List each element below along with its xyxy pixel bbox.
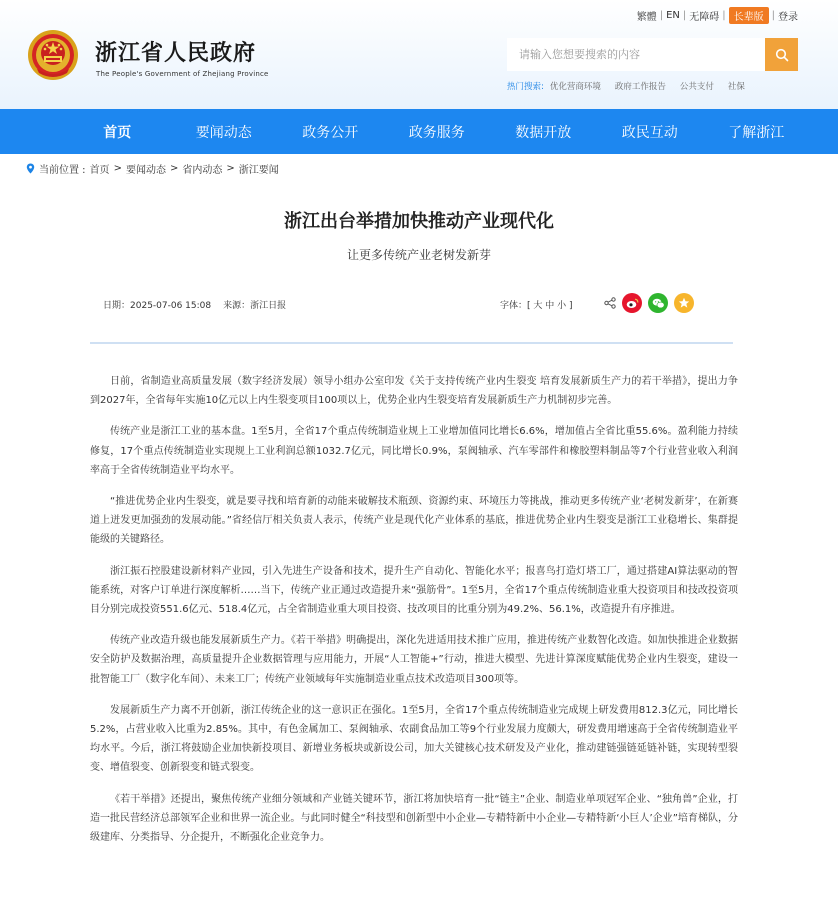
article-paragraph: 传统产业是浙江工业的基本盘。1至5月，全省17个重点传统制造业规上工业增加值同比增长6.6%，增加值占全省比重55.6%。盈利能力持续修复，17个重点传统制造业实现规上工业利润总额1032.7亿元，同比增长0.9%，泵阀轴承、汽车零部件和橡胶塑料制品等7个行业营业收入利润率高于全省传统制造业平均水平。 — [90, 426, 738, 476]
weibo-share-button[interactable] — [622, 293, 642, 313]
breadcrumb-item-news[interactable]: 要闻动态 — [125, 165, 166, 176]
article-paragraph: “推进优势企业内生裂变，就是要寻找和培育新的动能来破解技术瓶颈、资源约束、环境压力等挑战，推动更多传统产业‘老树发新芽’，在新赛道上迸发更加强劲的发展动能。”省经信厅相关负责人表示，传统产业是现代化产业体系的基底，推进优势企业内生裂变是浙江工业稳增长、集群提能级的关键路径。 — [90, 496, 738, 546]
source-label: 来源： — [223, 301, 251, 311]
star-icon — [678, 297, 690, 309]
font-size-switcher[interactable]: 字体：[ 大 中 小 ] — [500, 301, 573, 311]
article-source — [223, 298, 286, 311]
hot-search-item[interactable]: 社保 — [727, 82, 745, 92]
hot-search-label: 热门搜索: — [507, 82, 544, 92]
share-bar — [604, 293, 694, 313]
search-button[interactable] — [765, 38, 798, 71]
wechat-share-button[interactable] — [648, 293, 668, 313]
date-value: 2025-07-06 15:08 — [130, 301, 212, 311]
collect-button[interactable] — [674, 293, 694, 313]
article-paragraph: 发展新质生产力离不开创新，浙江传统企业的这一意识正在强化。1至5月，全省17个重点传统制造业完成规上研发费用812.3亿元，同比增长5.2%，占营业收入比重为2.85%。其中，有色金属加工、泵阀轴承、农副食品加工等9个行业发展力度颇大，研发费用增速高于全省传统制造业平均水平。今后，浙江将鼓励企业加快新投项目、新增业务板块或新设公司，加大关键核心技术研发及产业化，推动建链强链延链补链，实现转型裂变、增值裂变、创新裂变和链式裂变。 — [90, 704, 738, 774]
nav-item-open-government[interactable]: 政务公开 — [302, 124, 359, 141]
login-link[interactable]: 登录 — [778, 12, 798, 23]
article-paragraph: 日前，省制造业高质量发展（数字经济发展）领导小组办公室印发《关于支持传统产业内生裂变 培育发展新质生产力的若干举措》，提出力争到2027年，全省每年实施10亿元以上内生裂变项目100项以上，优势企业内生裂变培育发展新质生产力机制初步完善。 — [90, 376, 738, 407]
link-english[interactable]: EN — [666, 10, 680, 21]
article-subtitle: 让更多传统产业老树发新芽 — [346, 248, 491, 262]
hot-search-item[interactable]: 优化营商环境 — [549, 82, 601, 92]
separator: | — [771, 10, 775, 21]
national-emblem-icon[interactable] — [27, 29, 79, 81]
breadcrumb-item-home[interactable]: 首页 — [89, 165, 110, 176]
wechat-icon — [652, 298, 665, 309]
link-traditional-chinese[interactable]: 繁體 — [636, 12, 657, 23]
nav-item-services[interactable]: 政务服务 — [408, 124, 465, 141]
article-body — [90, 372, 738, 859]
search-icon — [775, 48, 789, 62]
hot-search — [507, 80, 745, 92]
article-paragraph: 浙江振石控股建设新材料产业园，引入先进生产设备和技术，提升生产自动化、智能化水平；报喜鸟打造灯塔工厂，通过搭建AI算法驱动的智能系统，对客户订单进行深度解析……当下，传统产业正通过改造提升来“强筋骨”。1至5月，全省17个重点传统制造业重大投资项目和技改投资项目分别完成投资551.6亿元、518.4亿元，占全省制造业重大项目投资、技改项目的比重分别为49.2%、56.1%，改造提升有序推进。 — [90, 565, 738, 616]
search-input[interactable] — [507, 38, 765, 71]
separator: | — [722, 10, 726, 21]
breadcrumb-separator: > — [226, 163, 235, 174]
breadcrumb-item-zhejiang-news[interactable]: 浙江要闻 — [238, 165, 279, 176]
link-accessible[interactable]: 无障碍 — [689, 12, 720, 23]
site-subtitle: The People's Government of Zhejiang Province — [96, 70, 269, 78]
breadcrumb — [26, 161, 279, 176]
nav-item-home[interactable]: 首页 — [103, 124, 132, 141]
article-title: 浙江出台举措加快推动产业现代化 — [284, 211, 554, 232]
elder-mode-button[interactable]: 长辈版 — [729, 7, 769, 24]
breadcrumb-label: 当前位置 : — [39, 165, 86, 176]
publish-date — [103, 298, 211, 311]
site-header — [0, 0, 838, 109]
share-icon[interactable] — [604, 297, 616, 309]
weibo-icon — [626, 298, 639, 309]
breadcrumb-separator: > — [169, 163, 179, 174]
nav-item-news[interactable]: 要闻动态 — [195, 124, 252, 141]
nav-item-open-data[interactable]: 数据开放 — [515, 124, 572, 141]
article-paragraph: 《若干举措》还提出，聚焦传统产业细分领域和产业链关键环节，浙江将加快培育一批“链主”企业、制造业单项冠军企业、“独角兽”企业，打造一批民营经济总部领军企业和世界一流企业。与此同时健全“科技型和创新型中小企业—专精特新中小企业—专精特新‘小巨人’企业”培育梯队，分级建库、分类指导、分企提升，不断强化企业竞争力。 — [90, 793, 738, 844]
separator: | — [659, 10, 664, 21]
search-bar — [507, 38, 798, 71]
nav-item-interaction[interactable]: 政民互动 — [621, 124, 678, 141]
date-label: 日期： — [103, 301, 131, 311]
location-pin-icon — [26, 163, 35, 174]
main-nav — [0, 109, 838, 154]
hot-search-item[interactable]: 政府工作报告 — [614, 82, 666, 92]
breadcrumb-separator: > — [113, 163, 122, 174]
source-value: 浙江日报 — [250, 301, 287, 311]
separator: | — [682, 10, 687, 21]
divider — [90, 342, 733, 344]
hot-search-item[interactable]: 公共支付 — [679, 82, 714, 92]
breadcrumb-item-province[interactable]: 省内动态 — [182, 165, 223, 176]
top-links — [637, 7, 798, 24]
site-title[interactable]: 浙江省人民政府 — [95, 40, 257, 66]
article-meta — [103, 298, 286, 311]
article-paragraph: 传统产业改造升级也能发展新质生产力。《若干举措》明确提出，深化先进适用技术推广应用，推进传统产业数智化改造。如加快推进企业数据安全防护及数据治理，高质量提升企业数据管理与应用能力，开展“人工智能+”行动，推进大模型、先进计算深度赋能优势企业内生裂变，建设一批智能工厂（数字化车间）、未来工厂；传统产业领域每年实施制造业重点技术改造项目300项等。 — [90, 635, 738, 685]
nav-item-about-zhejiang[interactable]: 了解浙江 — [728, 124, 785, 141]
